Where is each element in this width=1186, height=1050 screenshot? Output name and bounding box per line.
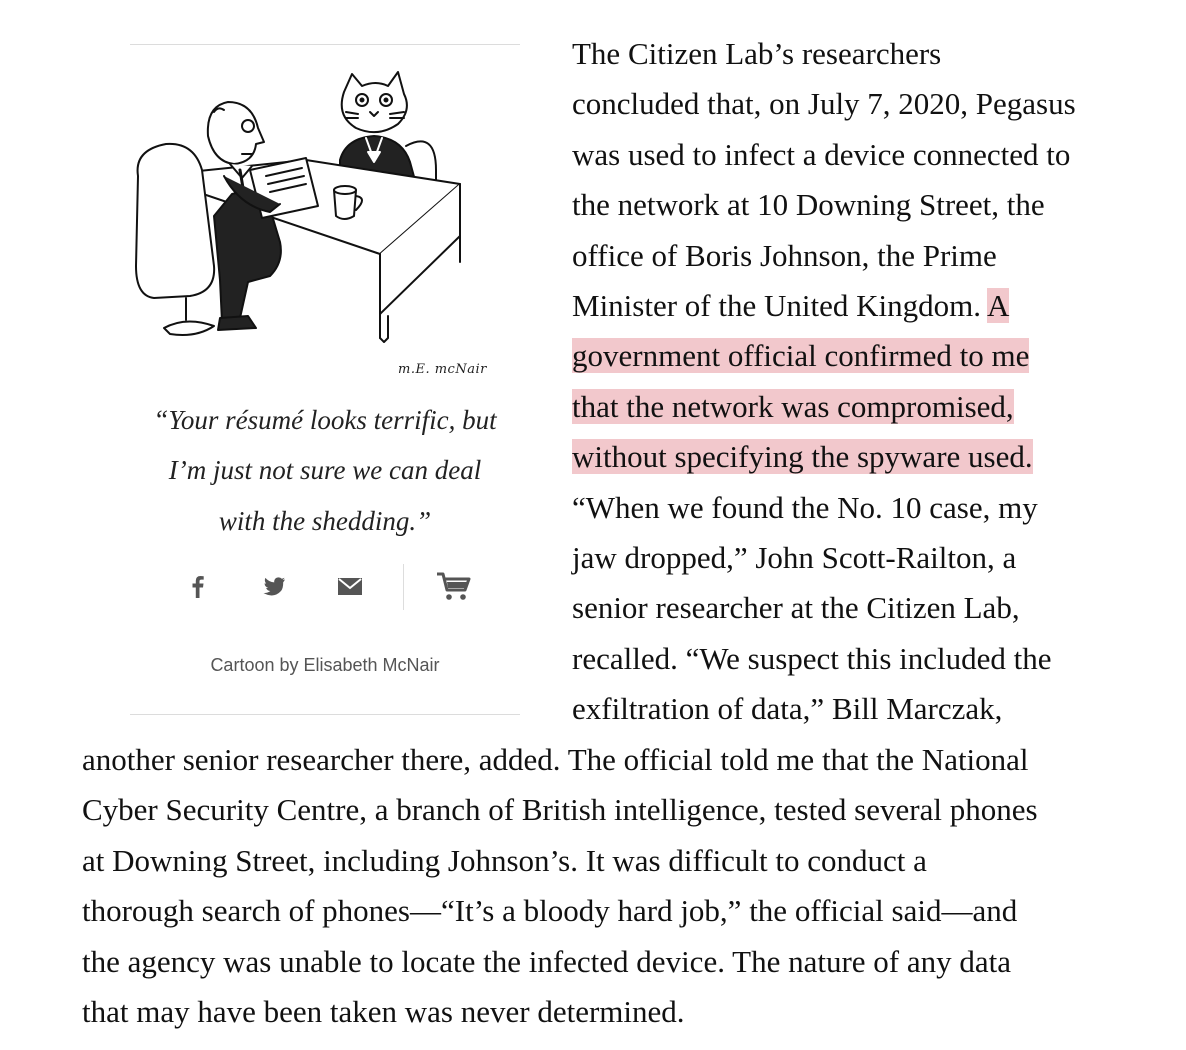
text-line: the network at 10 Downing Street, the	[572, 187, 1045, 223]
text-line	[572, 382, 1076, 432]
facebook-icon[interactable]	[184, 572, 212, 600]
text-line	[572, 432, 1076, 482]
bottom-divider	[130, 714, 520, 715]
highlighted-text: A	[987, 287, 1010, 323]
text-line: “When we found the No. 10 case, my	[572, 489, 1038, 525]
caption-line: I’m just not sure we can deal	[168, 455, 482, 486]
caption-line: “Your résumé looks terrific, but	[153, 405, 497, 435]
text-line: jaw dropped,” John Scott-Railton, a	[572, 539, 1017, 575]
text-line: another senior researcher there, added. The official told me that the National	[82, 742, 1029, 777]
text-line: was used to infect a device connected to	[572, 136, 1071, 172]
email-icon[interactable]	[336, 572, 364, 600]
text-line: thorough search of phones—“It’s a bloody hard job,” the official said—and	[82, 893, 1018, 929]
text-line: that may have been taken was never determined.	[82, 993, 685, 1029]
highlighted-text: without specifying the spyware used.	[572, 439, 1033, 475]
caption-line: with the shedding.”	[218, 505, 432, 536]
text-line: recalled. “We suspect this included the	[572, 640, 1052, 676]
highlighted-text: that the network was compromised,	[572, 388, 1014, 424]
article-text-right-column	[572, 29, 1076, 734]
top-divider	[130, 44, 520, 45]
article-text-full-width	[82, 735, 1038, 1037]
cartoon-credit: Cartoon by Elisabeth McNair	[210, 655, 440, 675]
cartoon-illustration	[130, 66, 520, 386]
twitter-icon[interactable]	[260, 572, 288, 600]
cart-icon[interactable]	[435, 570, 473, 602]
text-line: senior researcher at the Citizen Lab,	[572, 590, 1020, 626]
text-line: Cyber Security Centre, a branch of British intelligence, tested several phones	[82, 792, 1038, 828]
share-divider	[403, 564, 404, 610]
text-line: concluded that, on July 7, 2020, Pegasus	[572, 86, 1076, 122]
text-line: at Downing Street, including Johnson’s. It was difficult to conduct a	[82, 842, 927, 878]
text-line: the agency was unable to locate the infected device. The nature of any data	[82, 943, 1012, 979]
text-line: Minister of the United Kingdom. A	[572, 287, 1010, 323]
cartoon-caption	[130, 400, 520, 551]
artist-signature: m.E. mcNair	[398, 362, 487, 377]
text-line: exfiltration of data,” Bill Marczak,	[572, 691, 1003, 727]
cartoon-card	[130, 44, 520, 716]
share-bar	[130, 564, 520, 608]
text-line	[572, 331, 1076, 381]
text-line: The Citizen Lab’s researchers	[572, 36, 942, 71]
highlighted-text: government official confirmed to me	[572, 338, 1030, 374]
text-line: office of Boris Johnson, the Prime	[572, 237, 997, 273]
